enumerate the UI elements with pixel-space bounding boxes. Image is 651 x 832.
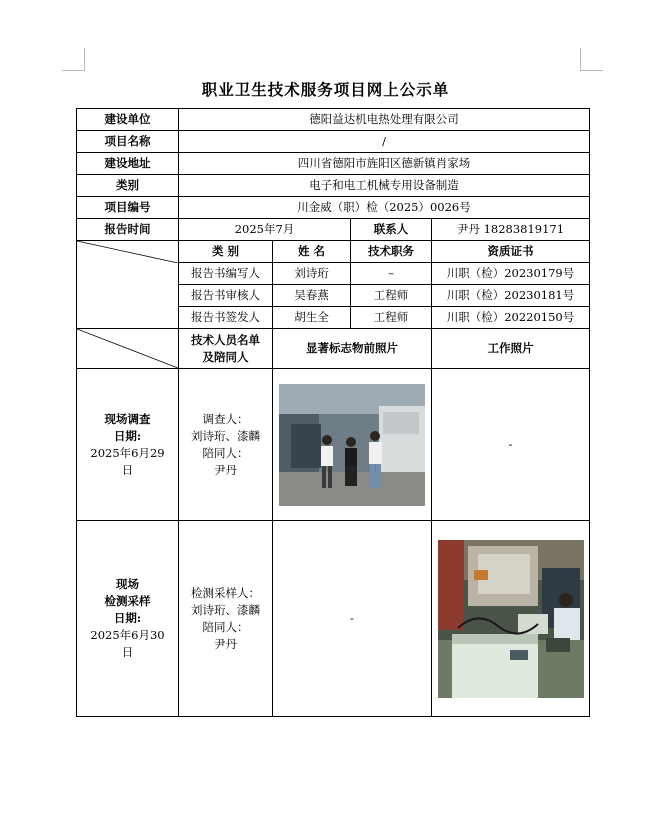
sampling-people-label: 检测采样人： [191,585,260,600]
sampling-people-cell [179,521,273,717]
staff-role: 报告书编写人 [179,263,273,285]
category-value: 电子和电工机械专用设备制造 [179,175,590,197]
staff-role: 报告书审核人 [179,285,273,307]
sampling-date: 2025年6月30日 [90,628,165,659]
diagonal-line [77,241,178,263]
work-photo-header: 工作照片 [432,329,590,369]
contact-value: 尹丹 18283819171 [432,219,590,241]
sampling-companion-label: 陪同人： [202,619,249,634]
staff-role: 报告书签发人 [179,307,273,329]
staff-name: 胡生全 [273,307,351,329]
category-label: 类别 [77,175,179,197]
staff-cert: 川职（检）20230179号 [432,263,590,285]
staff-header-row [77,241,590,263]
sampling-people: 刘诗珩、漆麟 [191,602,260,617]
sampling-landmark-photo: - [273,521,432,717]
table-row [77,219,590,241]
staff-title: – [351,263,432,285]
report-time-value: 2025年7月 [179,219,351,241]
survey-people-cell [179,369,273,521]
landmark-photo-header: 显著标志物前照片 [273,329,432,369]
staff-name-header: 姓 名 [273,241,351,263]
sampling-label: 现场 [116,577,139,591]
survey-date-cell [77,369,179,521]
person-figure-middle [345,437,357,486]
survey-row [77,369,590,521]
sampling-companion: 尹丹 [214,636,237,651]
survey-date: 2025年6月29日 [90,445,165,477]
table-row [77,109,590,131]
sampling-row [77,521,590,717]
staff-title: 工程师 [351,307,432,329]
people-header: 技术人员名单 及陪同人 [179,329,273,369]
disclosure-form-table [76,108,590,717]
survey-label: 现场调查 [104,411,151,426]
staff-title: 工程师 [351,285,432,307]
page-corner-mark-top-right [580,48,603,71]
unit-label: 建设单位 [77,109,179,131]
document-title: 职业卫生技术服务项目网上公示单 [201,80,450,99]
survey-date-label: 日期: [113,428,142,443]
project-name-label: 项目名称 [77,131,179,153]
monitoring-instrument [452,634,538,698]
photo-header-row [77,329,590,369]
table-row [77,175,590,197]
staff-name: 刘诗珩 [273,263,351,285]
survey-work-photo: - [432,369,590,521]
unit-value: 德阳益达机电热处理有限公司 [179,109,590,131]
table-row [77,197,590,219]
address-value: 四川省德阳市旌阳区德新镇肖家场 [179,153,590,175]
staff-type-header: 类 别 [179,241,273,263]
page-corner-mark-top-left [62,48,85,71]
project-number-label: 项目编号 [77,197,179,219]
sampling-date-cell [77,521,179,717]
survey-landmark-photo-cell [273,369,432,521]
sampling-work-photo-cell [432,521,590,717]
diagonal-line [77,329,178,368]
staff-cert: 川职（检）20230181号 [432,285,590,307]
survey-people-label: 调查人： [202,411,249,426]
project-name-value: / [179,131,590,153]
table-row [77,131,590,153]
staff-name: 吴春燕 [273,285,351,307]
contact-label: 联系人 [351,219,432,241]
sampling-label-2: 检测采样 [104,594,151,608]
table-row [77,153,590,175]
staff-diagonal-cell [77,241,179,329]
survey-companion-label: 陪同人： [202,445,249,460]
staff-cert: 川职（检）20220150号 [432,307,590,329]
sampling-date-label: 日期: [113,611,142,625]
work-photo [438,540,584,698]
landmark-photo [279,384,425,506]
project-number-value: 川金威（职）检（2025）0026号 [179,197,590,219]
staff-cert-header: 资质证书 [432,241,590,263]
staff-title-header: 技术职务 [351,241,432,263]
survey-companion: 尹丹 [214,462,237,477]
address-label: 建设地址 [77,153,179,175]
report-time-label: 报告时间 [77,219,179,241]
survey-people: 刘诗珩、漆麟 [191,428,260,443]
photo-diagonal-cell [77,329,179,369]
